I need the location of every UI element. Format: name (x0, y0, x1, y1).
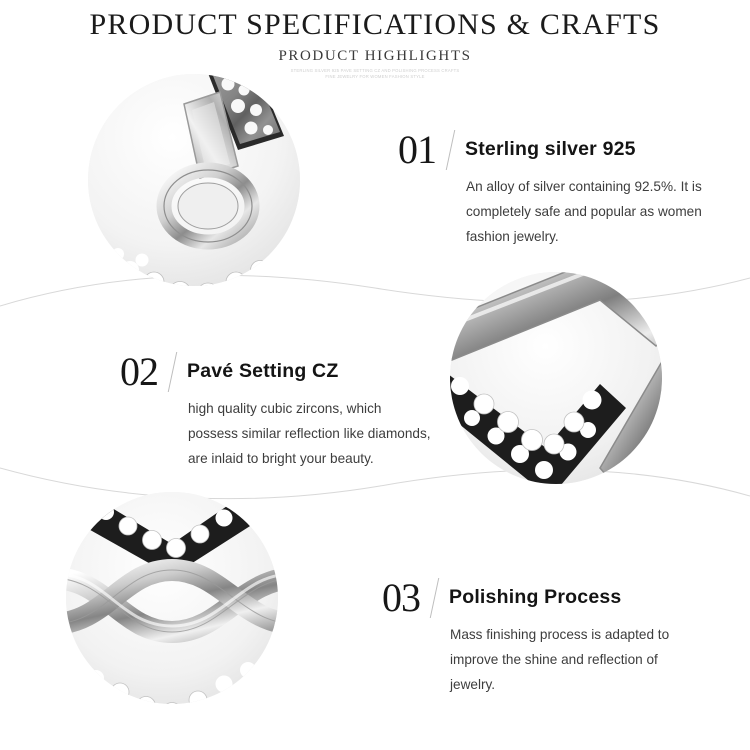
feature-2-title: Pavé Setting CZ (187, 360, 339, 382)
feature-block-2 (120, 349, 431, 471)
feature-1-body: An alloy of silver containing 92.5%. It is completely safe and popular as women fashion jewelry. (466, 179, 702, 244)
feature-2-number: 02 (120, 349, 158, 394)
feature-2-heading (120, 349, 430, 394)
feature-3-heading (382, 575, 692, 620)
micro-caption-line-1: STERLING SILVER 925 PAVE SETTING CZ AND POLISHING PROCESS CRAFTS (290, 68, 460, 73)
feature-3-title: Polishing Process (449, 586, 622, 608)
page-subtitle: PRODUCT HIGHLIGHTS (278, 48, 472, 64)
feature-1-title: Sterling silver 925 (465, 138, 636, 160)
feature-block-1 (398, 127, 702, 249)
feature-image-3 (66, 492, 278, 704)
feature-image-2 (450, 272, 662, 484)
feature-2-body: high quality cubic zircons, which possess similar reflection like diamonds, are inlaid to bright your beauty. (188, 401, 431, 466)
feature-1-heading (398, 127, 698, 172)
micro-caption (0, 68, 750, 80)
feature-1-number: 01 (398, 127, 436, 172)
feature-3-number: 03 (382, 575, 420, 620)
page-title: PRODUCT SPECIFICATIONS & CRAFTS (89, 8, 661, 41)
feature-block-3 (382, 575, 692, 697)
micro-caption-line-2: FINE JEWELRY FOR WOMEN FASHION STYLE (325, 74, 425, 79)
feature-image-1 (88, 74, 300, 286)
feature-3-body: Mass finishing process is adapted to improve the shine and reflection of jewelry. (450, 627, 670, 692)
